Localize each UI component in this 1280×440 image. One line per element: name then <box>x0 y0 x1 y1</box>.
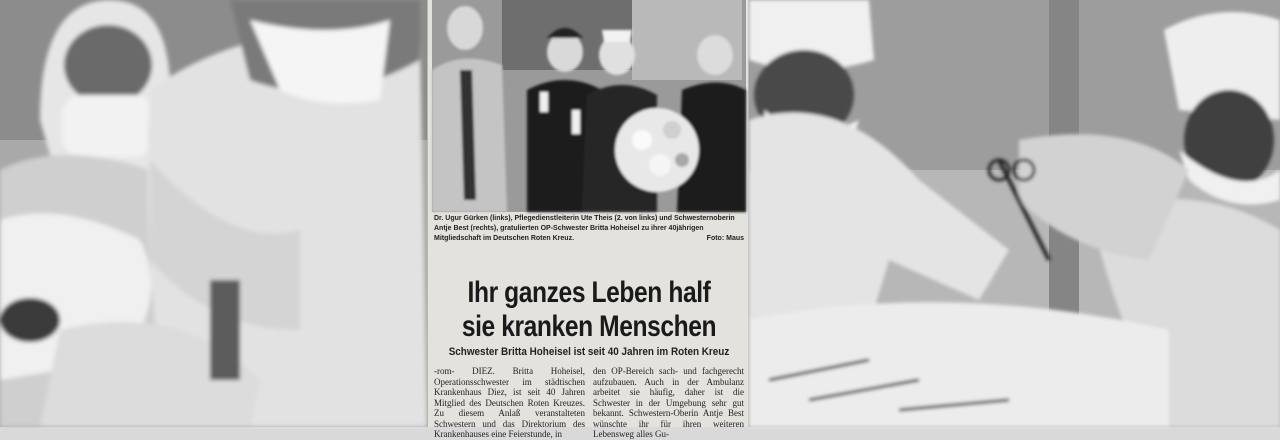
photo-credit: Foto: Maus <box>706 235 744 242</box>
surgery-photo-right <box>749 0 1280 427</box>
article-headline <box>460 276 717 344</box>
article-column-2-text: den OP-Bereich sach- und fachgerecht aufzubauen. Auch in der Ambulanz arbeitet sie häufig, daher ist die Schwester in der Umgebung sehr gut bekannt. Schwestern-Oberin Antje Best wünschte ihr für ihren weiteren Lebensweg alles Gu- <box>593 366 744 439</box>
article-column-1-text: -rom- DIEZ. Britta Hoheisel, Operationsschwester im städtischen Krankenhaus Diez, ist seit 40 Jahren Mitglied des Deutschen Roten Kreuzes. Zu diesem Anlaß veranstalteten Schwestern und das Direktorium des Krankenhauses eine Feierstunde, in <box>434 366 585 439</box>
article-column-1 <box>434 366 585 439</box>
article-body <box>434 366 744 439</box>
headline-line-1: Ihr ganzes Leben half <box>467 276 711 309</box>
surgery-photo-left-image <box>0 0 427 427</box>
photo-caption-text: Dr. Ugur Gürken (links), Pflegedienstleiterin Ute Theis (2. von links) und Schwesternoberin Antje Best (rechts), gratulierten OP-Schwester Britta Hoheisel zu ihrer 40jährigen Mitgliedschaft im Deutschen Roten Kreuz. <box>434 215 735 242</box>
clipping-photo-image <box>432 0 746 212</box>
article-subheadline: Schwester Britta Hoheisel ist seit 40 Jahren im Roten Kreuz <box>448 346 730 358</box>
headline-line-2: sie kranken Menschen <box>461 310 717 343</box>
clipping-photo <box>432 0 746 212</box>
surgery-photo-right-image <box>749 0 1280 427</box>
photo-caption <box>434 214 744 244</box>
newspaper-clipping <box>427 0 749 439</box>
surgery-photo-left <box>0 0 427 427</box>
article-column-2 <box>593 366 744 439</box>
